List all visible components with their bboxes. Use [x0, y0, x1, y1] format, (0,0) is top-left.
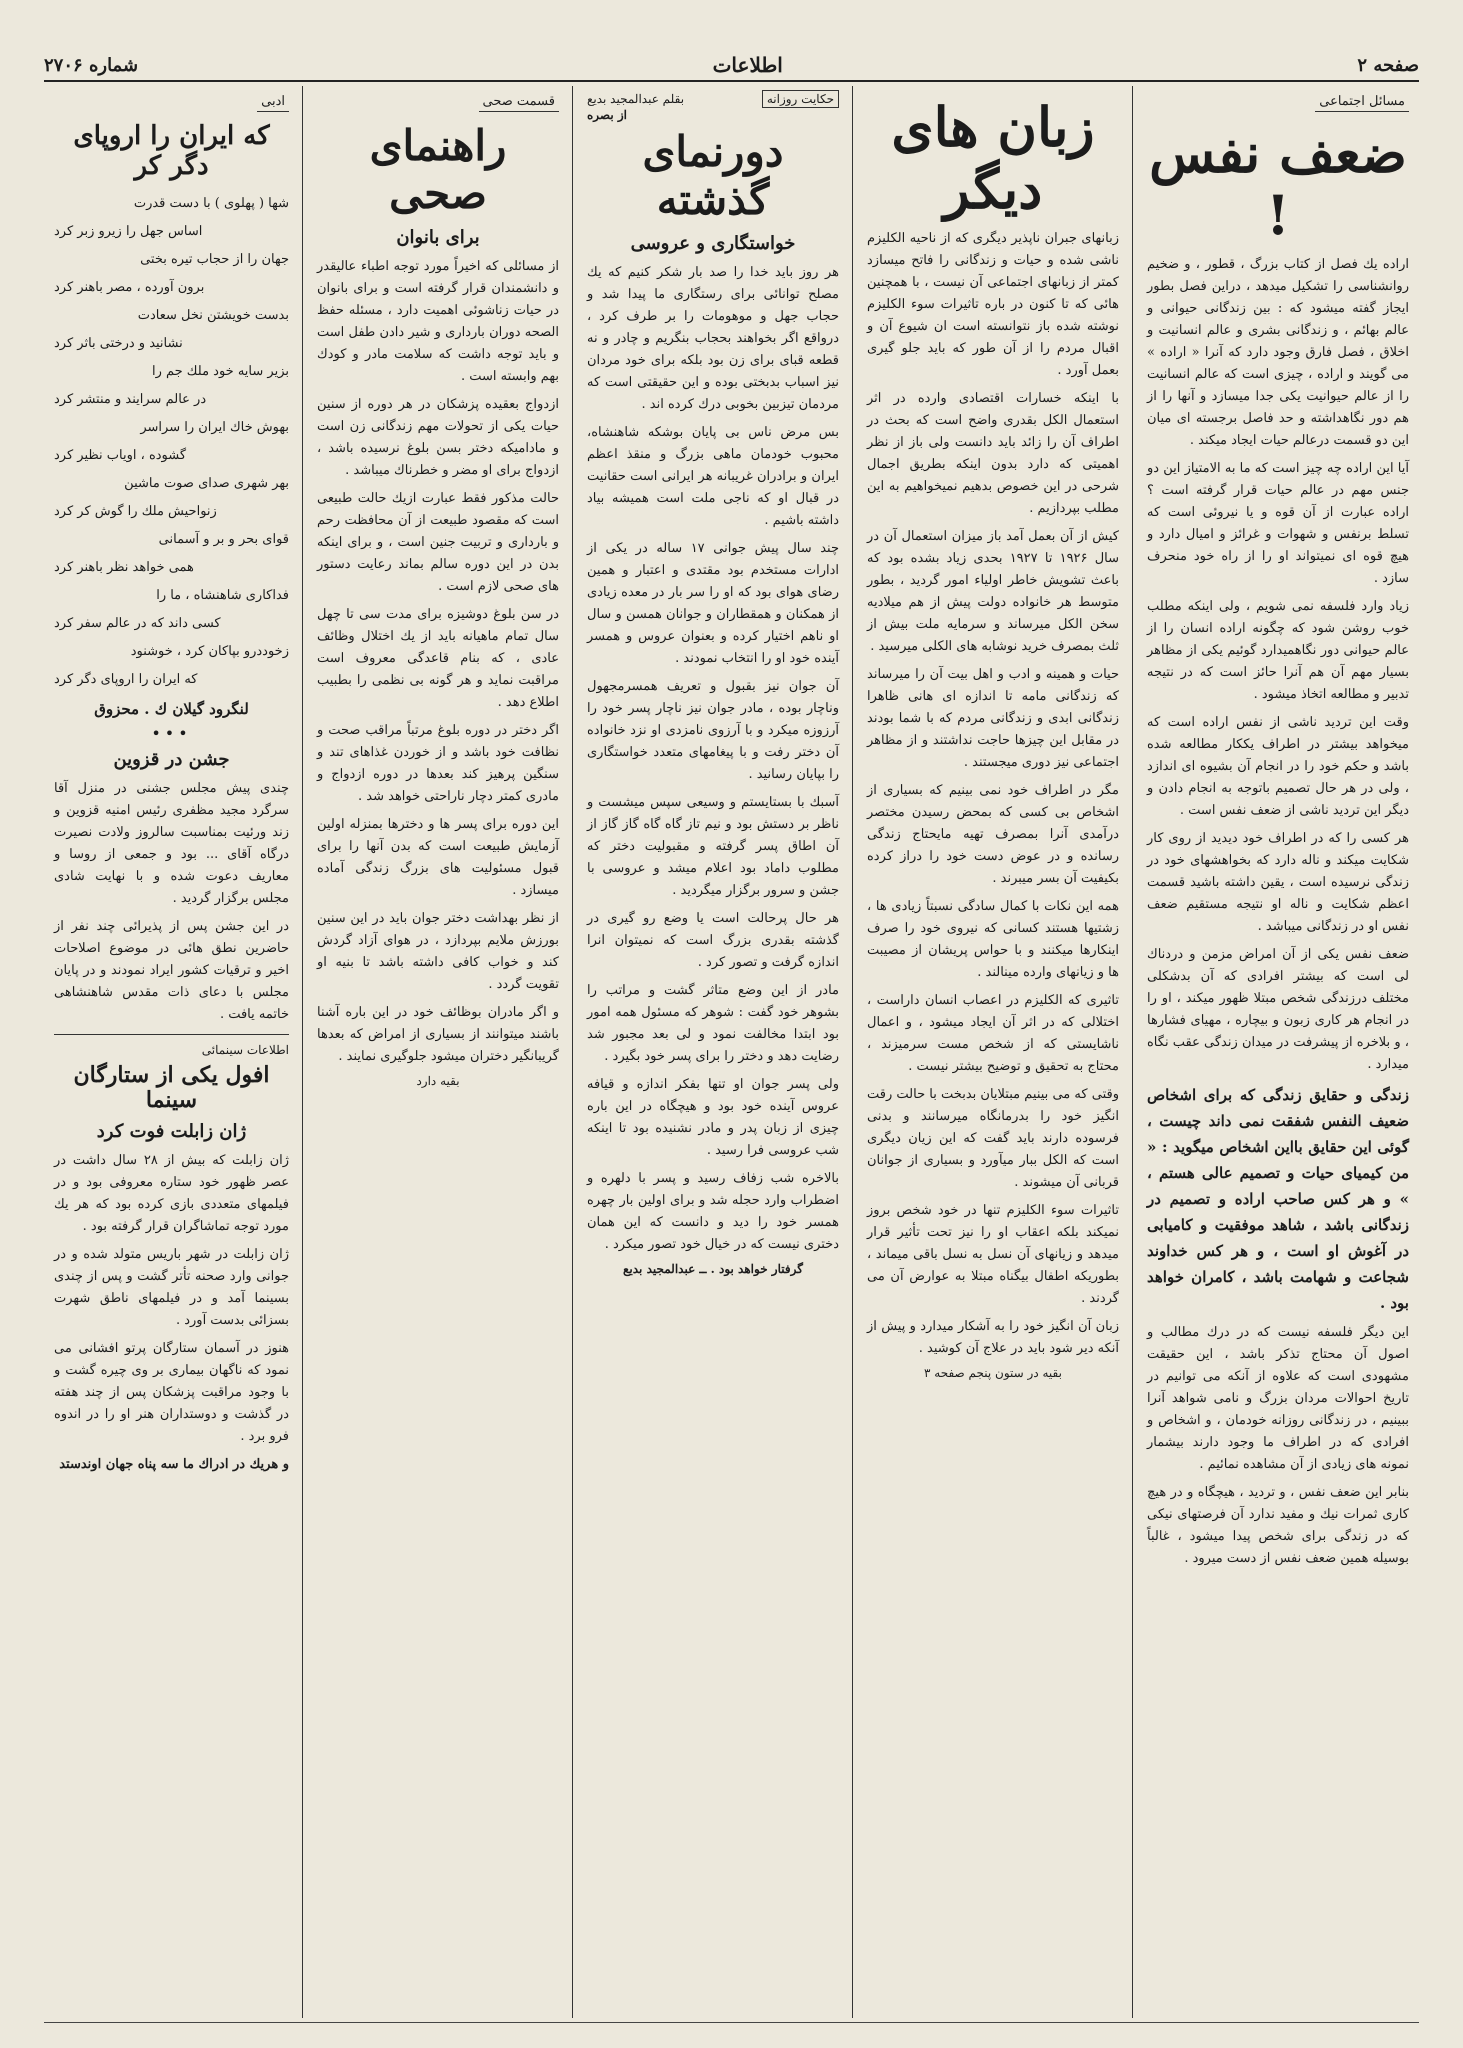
article-body: [317, 256, 559, 1068]
paragraph: این دوره برای پسر ها و دخترها بمنزله اولین آزمایش طبیعت است كه بدن آنها را برای قبول مسئولیت های بزرگ زندگی آماده میسازد .: [317, 816, 559, 898]
footer-rule: [44, 2022, 1419, 2023]
article-headline: زبان های دیگر: [891, 95, 1095, 222]
poem-line: همی خواهد نظر باهنر كرد: [54, 559, 194, 575]
cinema-section-label: اطلاعات سینمائی: [201, 1042, 289, 1057]
poem-line: شها ( پهلوی ) با دست قدرت: [133, 195, 289, 211]
paragraph: هر روز باید خدا را صد بار شكر كنیم كه یك مصلح توانائی برای رستگاری ما پیدا شد و حجاب جهل و موهومات را بر طرف كرد ، درواقع اگر بخواهند بحجاب بنگریم و چادر و نه قطعه قبای برای زن بود بلكه برای خود مردان نیز اسباب بدبختی بوده و این حقیقتی است كه مردمان تیزبین بخوبی درك كرده اند .: [587, 264, 839, 412]
article-headline: ضعف نفس !: [1149, 121, 1407, 248]
newspaper-name: اطلاعات: [712, 53, 783, 77]
paragraph: در سن بلوغ دوشیزه برای مدت سی تا چهل سال تمام ماهیانه باید از یك اختلال وظائف عادی ، كه بنام قاعدگی معروف است مراقبت نماید و هر گونه بی نظمی را بطبیب اطلاع دهد .: [317, 606, 559, 710]
cinema-subhead: ژان زابلت فوت کرد: [96, 1121, 247, 1143]
paragraph: ژان زابلت كه بیش از ۲۸ سال داشت در عصر ظهور خود ستاره معروفی بود و در فیلمهای متعددی بازی كرده بود كه هر یك مورد توجه تماشاگران قرار گرفته بود .: [54, 1153, 289, 1235]
paragraph: حیات و همینه و ادب و اهل بیت آن را میرساند كه زندگانی مامه تا اندازه ای هانی ظاهرا زندگانی ابدی و زندگانی مردم كه با شما بودند در مقابل این چیزها حاجت نداشتند و از مظاهر اجتماعی نیز دوری میجستند .: [867, 667, 1119, 771]
paragraph: ازدواج بعقیده پزشكان در هر دوره از سنین حیات یكی از تحولات مهم زندگانی زن است و مادامیكه دختر بسن بلوغ نرسیده باشد ، ازدواج برای او مضر و خطرناك میباشد .: [317, 396, 559, 478]
closing-line: و هریك در ادراك ما سه پناه جهان اوندستد: [59, 1457, 289, 1473]
paragraph: هنوز در آسمان ستارگان پرتو افشانی می نمود كه ناگهان بیماری بر وی چیره گشت و با وجود مراقبت پزشكان پس از چند هفته در گذشت و دوستداران هنر او را در اندوه فرو برد .: [54, 1341, 289, 1445]
poem-line: نشانید و درختی باثر كرد: [54, 335, 183, 351]
section-kicker: ادبی: [257, 94, 289, 112]
paragraph: با اینكه خسارات اقتصادی وارده در اثر استعمال الكل بقدری واضح است كه بحث در اطراف آن را زائد باید دانست ولی باز از نظر اهمیتی كه دارد بدون اینكه بطریق اجمال شرحی در این خصوص بدهیم نمیخواهیم به این مطلب بپردازیم .: [867, 391, 1119, 517]
poem-line: بدست خویشتن نخل سعادت: [137, 307, 289, 323]
poem-line: در عالم سرایند و منتشر كرد: [54, 391, 207, 407]
paragraph: چندی پیش مجلس جشنی در منزل آقا سرگرد مجید مظفری رئیس امنیه قزوین و زند ورئیت بمناسبت سالروز ولادت نصیرت درگاه آقای ... بود و جمعی از روسا و معاریف دعوت شده و با نهایت شادی مجلس برگزار گردید .: [54, 780, 289, 906]
section-divider: [54, 1034, 289, 1035]
article-subhead: برای بانوان: [396, 226, 480, 248]
article-body: [867, 228, 1119, 1360]
article-subhead: خواستگاری و عروسی: [630, 232, 796, 254]
paragraph: آیا این اراده چه چیز است كه ما به الامتیاز این دو جنس مهم در عالم حیات قرار گرفته است ؟ اراده عبارت از آن قوه و یا نیروئی است كه تسلط برنفس و شهوات و غرائز و امیال دارد و هیچ قوه ای نمیتواند او را از راه خود منحرف سازد .: [1147, 461, 1409, 587]
paragraph: و اگر مادران بوظائف خود در این باره آشنا باشند میتوانند از بسیاری از امراض كه بعدها گریبانگیر دختران میشود جلوگیری نمایند .: [317, 1004, 559, 1064]
column-literary: [44, 86, 299, 2016]
cinema-headline: افول یکی از ستارگان سینما: [73, 1061, 270, 1114]
paragraph: مادر از این وضع متاثر گشت و مراتب را بشوهر خود گفت : شوهر كه مسئول همه امور بود ابتدا مخالفت نمود و لی بعد مجبور شد رضایت دهد و دختر را برای پسر خود بگیرد .: [587, 982, 839, 1064]
poem-line: كه ایران را اروپای دگر كرد: [54, 671, 198, 687]
page-header: [44, 54, 1419, 76]
poem-line: قوای بحر و بر و آسمانی: [158, 531, 289, 547]
paragraph: زیاد وارد فلسفه نمی شویم ، ولی اینكه مطلب خوب روشن شود كه چگونه اراده انسان را از عالم حیوانی دور نگاهمیدارد گوئیم یکی از مظاهر بسیار مهم آن هم آنرا حائز است كه در نتیجه تدبیر و مطالعه اتخاذ میشود .: [1147, 599, 1409, 703]
paragraph: بس مرض ناس بی پایان بوشكه شاهنشاه، محبوب خودمان ماهی بزرگ و منقذ اعظم ایران و برادران غریبانه هر ایرانی است حقانیت در قبال او كه ناجی ملت است همیشه بیاد داشته باشیم .: [587, 424, 839, 528]
poem-line: كسی داند كه در عالم سفر كرد: [54, 615, 221, 631]
paragraph: بنابر این ضعف نفس ، و تردید ، هیچگاه و در هیچ كاری ثمرات نیك و مفید ندارد آن فرصتهای نیكی كه در زندگی برای شخص پیدا میشود ، غالباً بوسیله همین ضعف نفس از دست میرود .: [1147, 1485, 1409, 1567]
poem-line: برون آورده ، مصر باهنر كرد: [54, 279, 205, 295]
page-number: صفحه ۲: [1357, 54, 1419, 76]
paragraph: حالت مذكور فقط عبارت ازیك حالت طبیعی است كه مقصود طبیعت از آن محافظت رحم و بارداری و تربیت جنین است ، و برای اینكه بدن در این دوره سالم بماند رعایت دستور های صحی لازم است .: [317, 490, 559, 594]
paragraph: وقتی كه می بینیم مبتلایان بدبخت با حالت رقت انگیز خود را بدرمانگاه میرسانند و بدنی فرسوده دارند باید گفت كه این زیان دیگری است كه الكل ببار میآورد و بسیاری از جوانان قربانی آن میشوند .: [867, 1087, 1119, 1191]
column-rule: [852, 86, 853, 2018]
poem-line: بهر شهری صدای صوت ماشین: [124, 475, 289, 491]
paragraph: زبانهای جبران ناپذیر دیگری كه از ناحیه الكلیزم ناشی شده و حیات و زندگانی را فاتح میسازد كمتر از زبانهای اجتماعی آن نیست ، با همچنین هائی كه تا كنون در باره تاثیرات سوء الكلیزم نوشته شده باز نتوانسته است ان شیوع آن و اقبال مردم را از آن طور كه باید جلو گیری بعمل آورد .: [867, 231, 1119, 379]
continued-note: بقیه دارد: [416, 1073, 460, 1088]
issue-number: شماره ۲۷۰۶: [44, 54, 139, 76]
continued-note: بقیه در ستون پنجم صفحه ۳: [924, 1366, 1062, 1381]
column-daily-story: [577, 86, 849, 2016]
paragraph: ضعف نفس یكی از آن امراض مزمن و دردناك لی است كه بیشتر افرادی كه آن بدشكلی مختلف درزندگی شخص مبتلا ظهور میكند ، او را در انجام هر كاری زبون و بیچاره ، مهیای فشارها ، و بلاخره از پیشرفت در میدان زندگی عقب نگاه میدارد .: [1147, 947, 1409, 1073]
paragraph: آن جوان نیز بقبول و تعریف همسرمجهول وناچار بوده ، مادر جوان نیز ناچار پسر خود را آرزوزه میکرد و با آرزوی نامزدی او نزد خانواده آن دختر رفت و با پیغامهای متعدد خواستگاری را بپایان رسانید .: [587, 678, 839, 782]
poem-headline: که ایران را اروپای دگر کر: [73, 121, 270, 181]
paragraph: كیش از آن بعمل آمد باز میزان استعمال آن در سال ۱۹۲۶ تا ۱۹۲۷ بحدی زیاد بشده بود كه باعث تشویش خاطر اولیاء امور گردید ، بطور متوسط هر خانواده دولت پیش از هم میلادیه سخن الكل میرساند و سرمایه ملت بیش از ثلث بمصرف خرید نوشابه های الكلی میرسید .: [867, 529, 1120, 655]
column-rule: [302, 86, 303, 2018]
section-kicker: قسمت صحی: [479, 94, 560, 112]
paragraph: از نظر بهداشت دختر جوان باید در این سنین بورزش ملایم بپردازد ، در هوای آزاد گردش كند و خواب كافی داشته باشد تا بنیه او تقویت گردد .: [317, 910, 559, 992]
poet-signature: لنگرود گیلان ك . محزوق: [94, 699, 249, 718]
article-body: [587, 262, 839, 1256]
section-separator: •••: [151, 723, 192, 743]
article-body: [1147, 254, 1409, 1570]
story-place: از بصره: [587, 108, 627, 122]
paragraph: اراده یك فصل از كتاب بزرگ ، قطور ، و ضخیم روانشناسی را تشكیل میدهد ، دراین فصل بطور ایجاز گفته میشود كه : بین زندگانی حیوانی و عالم بهائم ، و زندگانی بشری و عالم انسانیت و اخلاق ، فصل فارق وجود دارد كه آنرا « اراده » می گویند و اراده ، چیزی است كه عالم انسانیت را از عالم حیوانیت یكی جدا میسازد و آنها را از هم دور نگاهداشته و حد فاصل برجسته ای میان این دو قسمت درعالم حیات ایجاد میكند .: [1147, 257, 1409, 449]
poem-line: گشوده ، اویاب نظیر كرد: [54, 447, 187, 463]
paragraph: تاثیرات سوء الكلیزم تنها در خود شخص بروز نمیكند بلكه اعقاب او را نیز تحت تأثیر قرار میدهد و زیانهای آن نسل به نسل باقی میماند ، بطوریكه اطفال بیگناه مبتلا به عوارض آن می گردند .: [867, 1203, 1119, 1307]
story-box-label: حکایت روزانه: [762, 90, 839, 108]
story-signature: گرفتار خواهد بود . ــ عبدالمجید بدیع: [623, 1261, 803, 1276]
paragraph: چند سال پیش جوانی ۱۷ ساله در یكی از ادارات مستخدم بود مقتدی و اعتبار و همین رضای هوای بود كه او را سر بار در معده زیادی از همکنان و همقطاران و جوانان همسن و سال او ناهم اختیار كرده و بعنوان عروس و همسر آینده خود او را انتخاب نمودند .: [587, 540, 840, 666]
paragraph: مگر در اطراف خود نمی بینیم كه بسیاری از اشخاص بی كسی كه بمحض رسیدن مختصر درآمدی آنرا بمصرف تهیه مایحتاج زندگی رسانده و در عوض دست خود را دراز كرده بكیفیت آن بسر میبرند .: [867, 783, 1119, 887]
poem-verses: [54, 190, 289, 694]
column-social-issues: [1137, 86, 1419, 2016]
poem-line: بزیر سایه خود ملك جم را: [151, 363, 289, 379]
paragraph: تاثیری كه الكلیزم در اعصاب انسان داراست ، اختلالی كه در اثر آن ایجاد میشود ، و اعمال ناشایستی كه از شخص مست سرمیزند ، محتاج به تحقیق و توضیح بیشتر نیست .: [867, 993, 1119, 1075]
paragraph: هر كسی را كه در اطراف خود دیدید از روی كار شكایت میكند و ناله دارد كه بخواهشهای خود در زندگی نرسیده است ، یقین داشته باشید قسمت اعظم شكایت و ناله او نتیجه مستقیم ضعف نفس او در زندگانی میباشد .: [1147, 831, 1409, 935]
paragraph: همه این نكات با كمال سادگی نسبتاً زیادی ها ، زشتیها هستند كسانی كه نیروی خود را صرف اینكارها میكنند و با حواس پریشان از مصیبت ها و زیانهای وارده مینالند .: [867, 899, 1119, 981]
header-rule: [44, 80, 1419, 82]
column-other-harms: [857, 86, 1129, 2016]
paragraph: از مسائلی كه اخیراً مورد توجه اطباء عالیقدر و دانشمندان قرار گرفته است و برای بانوان در حیات زناشوئی اهمیت دارد ، مسئله حفظ الصحه دوران بارداری و شیر دادن طفل است و باید توجه داشت كه سلامت مادر و كودك بهم وابسته است .: [317, 258, 559, 384]
column-health: [307, 86, 569, 2016]
paragraph: بالاخره شب زفاف رسید و پسر با دلهره و اضطراب وارد حجله شد و برای اولین بار چهره همسر خود را دید و دانست كه این همان دختری نیست كه در خیال خود تصور میكرد .: [587, 1170, 839, 1252]
paragraph: این دیگر فلسفه نیست که در درك مطالب و اصول آن محتاج تذكر باشد ، این حقیقت مشهودی است كه علاوه از آنكه می توانیم در تاریخ احوالات مردان بزرگ و نامی شواهد آنرا ببینیم ، در زندگانی روزانه خودمان ، و اشخاص و افرادی كه در اطراف ما وجود دارند بیشمار نمونه های زیادی از آن مشاهده نمائیم .: [1147, 1325, 1409, 1473]
article-headline: راهنمای صحی: [369, 121, 507, 219]
column-rule: [572, 86, 573, 2018]
news-headline: جشن در قزوین: [113, 748, 230, 770]
paragraph: زبان آن انگیز خود را به آشكار میدارد و پیش از آنكه دیر شود باید در علاج آن كوشید .: [867, 1319, 1119, 1357]
poem-line: زنواحیش ملك را گوش كر كرد: [54, 503, 217, 519]
story-author: بقلم عبدالمجید بدیع: [587, 92, 685, 106]
column-rule: [1132, 86, 1133, 2018]
section-kicker: مسائل اجتماعی: [1315, 94, 1409, 112]
paragraph: در این جشن پس از پذیرائی چند نفر از حاضرین نطق هائی در موضوع اصلاحات اخیر و ترقیات كشور ایراد نمودند و در پایان مجلس با دعای ذات مقدس شاهنشاهی خاتمه یافت .: [54, 918, 289, 1022]
paragraph: اگر دختر در دوره بلوغ مرتباً مراقب صحت و نظافت خود باشد و از خوردن غذاهای تند و سنگین پرهیز كند بعدها در دوره ازدواج و مادری كمتر دچار ناراحتی خواهد شد .: [317, 722, 559, 804]
paragraph: آسبك با بستایستم و وسیعی سپس میشست و ناظر بر دستش بود و نیم تاز گاه گاه گاز گاز از آن اطاق پسر گرفته و مقبولیت دختر كه مطلوب داماد بود اعلام میشد و عروسی با جشن و سرور برگزار میگردید .: [587, 794, 839, 898]
poem-line: اساس جهل را زیرو زبر كرد: [54, 223, 203, 239]
paragraph: هر حال پرحالت است یا وضع رو گیری در گذشته بقدری بزرگ است كه نمیتوان انرا اندازه گرفت و تصور كرد .: [587, 910, 839, 970]
paragraph: ژان زابلت در شهر باریس متولد شده و در جوانی وارد صحنه تأتر گشت و پس از چندی بسینما آمد و در فیلمهای ناطق شهرت بسزائی بدست آورد .: [54, 1247, 289, 1329]
poem-line: فداكاری شاهنشاه ، ما را: [156, 587, 289, 603]
paragraph: وقت این تردید ناشی از نفس اراده است كه میخواهد بیشتر در اطراف یككار مطالعه شده باشد و حكم خود را در انجام آن بشیوه ای اندازد ، ولی در هر حال تصمیم باتوجه به انجام دادن و دیگر این تردید ناشی از ضعف نفس است .: [1147, 715, 1409, 819]
paragraph: ولی پسر جوان او تنها بفكر اندازه و قیافه عروس آینده خود بود و هیچگاه در این باره چیزی از زبان پدر و مادر نشنیده بود تا اینکه شب عروسی فرا رسید .: [587, 1076, 839, 1158]
poem-line: جهان را از حجاب تیره بختی: [140, 251, 289, 267]
poem-line: زخوددرو بپاكان كرد ، خوشنود: [130, 643, 289, 659]
emphasized-paragraph: زندگی و حقایق زندگی كه برای اشخاص ضعیف النفس شفقت نمی داند چیست ، گوئی این حقایق بااین اشخاص میگوید : « من كیمیای حیات و تصمیم عالی هستم ، » و هر كس صاحب اراده و تصمیم در زندگانی باشد ، شاهد موفقیت و كامیابی در آغوش او است ، و هر كس خداوند شجاعت و شهامت باشد ، كامران خواهد بود .: [1147, 1086, 1409, 1313]
poem-line: بهوش خاك ایران را سراسر: [140, 419, 289, 435]
article-headline: دورنمای گذشته: [642, 127, 784, 225]
